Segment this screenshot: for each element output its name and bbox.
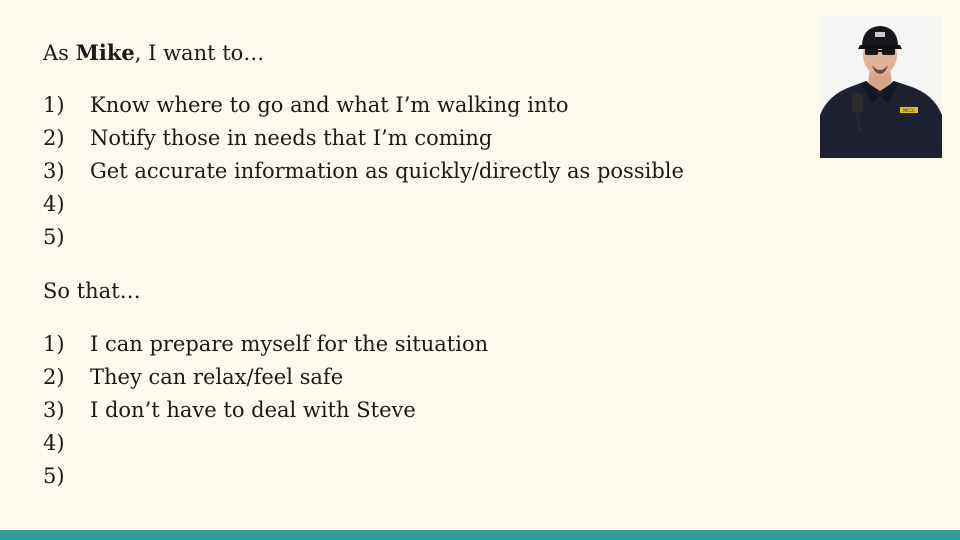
list-item bbox=[43, 361, 783, 394]
persona-photo bbox=[820, 15, 942, 158]
item-number: 1) bbox=[43, 93, 65, 117]
wants-heading bbox=[43, 36, 783, 69]
item-number: 1) bbox=[43, 332, 65, 356]
item-text: Get accurate information as quickly/directly as possible bbox=[90, 159, 684, 183]
item-number: 5) bbox=[43, 225, 65, 249]
persona-name: Mike bbox=[75, 40, 135, 65]
item-text: Know where to go and what I’m walking into bbox=[90, 93, 569, 117]
list-item bbox=[43, 427, 783, 460]
list-item bbox=[43, 221, 783, 254]
so-that-heading: So that… bbox=[43, 279, 141, 303]
person-illustration bbox=[820, 15, 942, 158]
item-number: 3) bbox=[43, 159, 65, 183]
item-number: 4) bbox=[43, 192, 65, 216]
accent-bar bbox=[0, 530, 960, 540]
item-number: 4) bbox=[43, 431, 65, 455]
item-number: 3) bbox=[43, 398, 65, 422]
reasons-list bbox=[43, 328, 783, 493]
slide-content bbox=[43, 36, 783, 493]
intro-suffix: , I want to… bbox=[134, 41, 265, 65]
list-item bbox=[43, 89, 783, 122]
item-text: They can relax/feel safe bbox=[90, 365, 344, 389]
list-item bbox=[43, 394, 783, 427]
shirt-logo-text: MCCC bbox=[903, 108, 915, 113]
item-number: 2) bbox=[43, 365, 65, 389]
intro-prefix: As bbox=[43, 41, 76, 65]
item-text: Notify those in needs that I’m coming bbox=[90, 126, 493, 150]
list-item bbox=[43, 155, 783, 188]
item-number: 2) bbox=[43, 126, 65, 150]
list-item bbox=[43, 328, 783, 361]
item-text: I can prepare myself for the situation bbox=[90, 332, 489, 356]
item-number: 5) bbox=[43, 464, 65, 488]
item-text: I don’t have to deal with Steve bbox=[90, 398, 416, 422]
list-item bbox=[43, 460, 783, 493]
list-item bbox=[43, 188, 783, 221]
wants-list bbox=[43, 89, 783, 254]
list-item bbox=[43, 122, 783, 155]
